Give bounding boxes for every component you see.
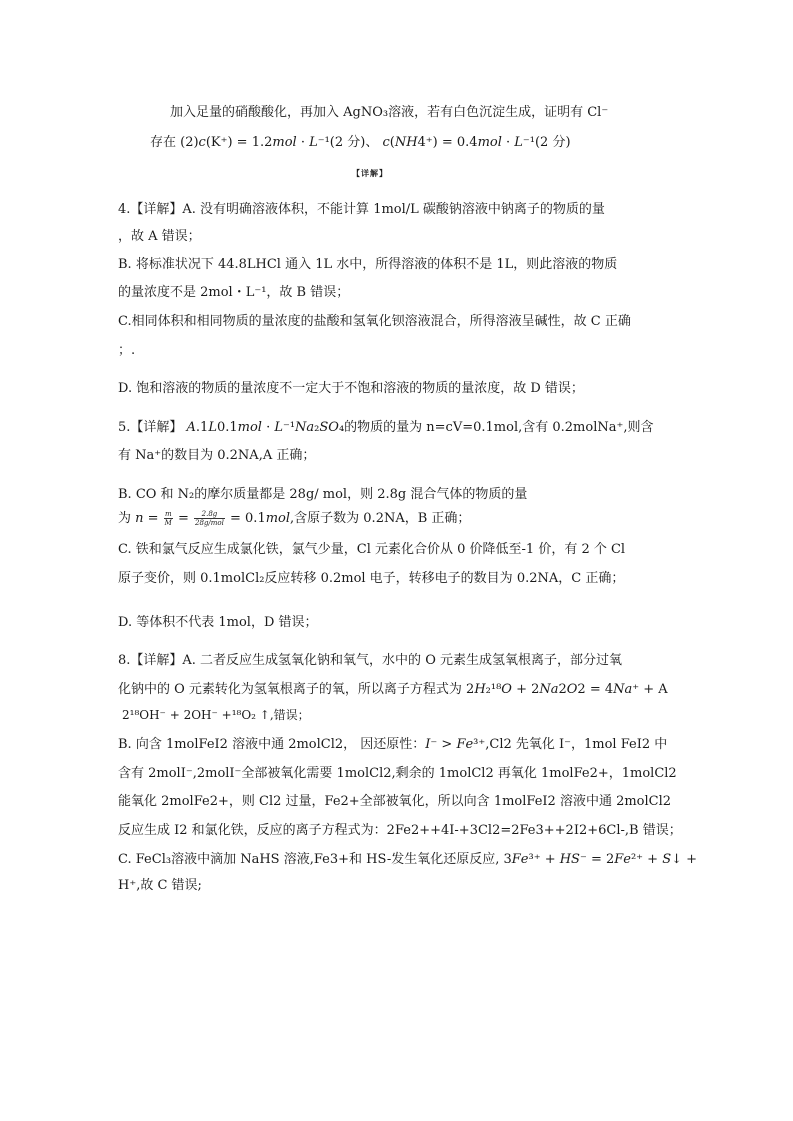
text-line-13: B. CO 和 N₂的摩尔质量都是 28g/ mol，则 2.8g 混合气体的物质的量 — [118, 487, 528, 502]
text-line-20: 2¹⁸OH⁻ + 2OH⁻ +¹⁸O₂ ↑,错误； — [122, 708, 310, 722]
text-line-23: 能氧化 2molFe2+，则 Cl2 过量，Fe2+全部被氧化，所以向含 1molFeI2 溶液中通 2molCl2 — [118, 794, 672, 809]
fraction-numerator: 2.8g — [194, 510, 225, 519]
text-line-4: 4.【详解】A. 没有明确溶液体积，不能计算 1mol/L 碳酸钠溶液中钠离子的物质的量 — [118, 202, 605, 217]
fraction-denominator: 28g/mol — [195, 519, 224, 527]
fraction-mass-over-molar-mass — [194, 510, 225, 527]
formula-line — [118, 510, 470, 528]
text-line-16: 原子变价，则 0.1molCl₂反应转移 0.2mol 电子，转移电子的数目为 0.2NA，C 正确； — [118, 571, 625, 586]
formula-equals: = — [177, 511, 189, 526]
formula-prefix: 为 𝑛 = — [118, 511, 159, 526]
text-line-18: 8.【详解】A. 二者反应生成氢氧化钠和氧气，水中的 O 元素生成氢氧根离子，部分过氧 — [118, 653, 622, 668]
text-line-19: 化钠中的 O 元素转化为氢氧根离子的氧，所以离子方程式为 2𝐻₂¹⁸𝑂 + 2𝑁𝑎2𝑂2 = 4𝑁𝑎⁺ + A — [118, 682, 668, 697]
text-line-5: ，故 A 错误； — [118, 229, 201, 244]
text-line-6: B. 将标准状况下 44.8LHCl 通入 1L 水中，所得溶液的体积不是 1L，则此溶液的物质 — [118, 257, 618, 272]
text-line-24: 反应生成 I2 和氯化铁，反应的离子方程式为：2Fe2++4I-+3Cl2=2Fe3++2I2+6Cl-,B 错误； — [118, 823, 682, 838]
fraction-numerator: m — [164, 510, 172, 518]
text-line-2: 存在 (2)𝑐(K⁺) = 1.2𝑚𝑜𝑙 · 𝐿⁻¹(2 分)、 𝑐(𝑁𝐻4⁺) = 0.4𝑚𝑜𝑙 · 𝐿⁻¹(2 分) — [150, 135, 571, 150]
text-line-11: 5.【详解】 𝐴.1𝐿0.1𝑚𝑜𝑙 · 𝐿⁻¹𝑁𝑎₂𝑆𝑂₄的物质的量为 n=cV=0.1mol,含有 0.2molNa⁺,则含 — [118, 420, 654, 435]
text-line-10: D. 饱和溶液的物质的量浓度不一定大于不饱和溶液的物质的量浓度，故 D 错误； — [118, 381, 584, 396]
fraction-denominator: M — [164, 519, 172, 527]
text-line-12: 有 Na⁺的数目为 0.2NA,A 正确； — [118, 448, 316, 463]
fraction-m-over-M — [164, 510, 173, 527]
formula-suffix: = 0.1𝑚𝑜𝑙,含原子数为 0.2NA，B 正确； — [230, 511, 471, 526]
text-line-17: D. 等体积不代表 1mol，D 错误； — [118, 615, 318, 630]
text-line-26: H⁺,故 C 错误; — [118, 878, 202, 893]
text-line-25: C. FeCl₃溶液中滴加 NaHS 溶液,Fe3+和 HS-发生氧化还原反应, 3𝐹𝑒³⁺ + 𝐻𝑆⁻ = 2𝐹𝑒²⁺ + 𝑆↓ + — [118, 852, 698, 867]
text-line-7: 的量浓度不是 2mol・L⁻¹，故 B 错误； — [118, 285, 350, 300]
text-line-8: C.相同体积和相同物质的量浓度的盐酸和氢氧化钡溶液混合，所得溶液呈碱性，故 C 正确 — [118, 314, 631, 329]
text-line-21: B. 向含 1molFeI2 溶液中通 2molCl2， 因还原性：𝐼⁻ > 𝐹𝑒³⁺,Cl2 先氧化 I⁻，1mol FeI2 中 — [118, 737, 668, 752]
section-heading-detail: 【详解】 — [352, 168, 388, 178]
text-line-1: 加入足量的硝酸酸化，再加入 AgNO₃溶液，若有白色沉淀生成，证明有 Cl⁻ — [170, 105, 609, 120]
text-line-22: 含有 2molI⁻,2molI⁻全部被氧化需要 1molCl2,剩余的 1molCl2 再氧化 1molFe2+，1molCl2 — [118, 766, 677, 781]
text-line-9: ；. — [118, 343, 136, 358]
text-line-15: C. 铁和氯气反应生成氯化铁，氯气少量，Cl 元素化合价从 0 价降低至-1 价，有 2 个 Cl — [118, 542, 626, 557]
